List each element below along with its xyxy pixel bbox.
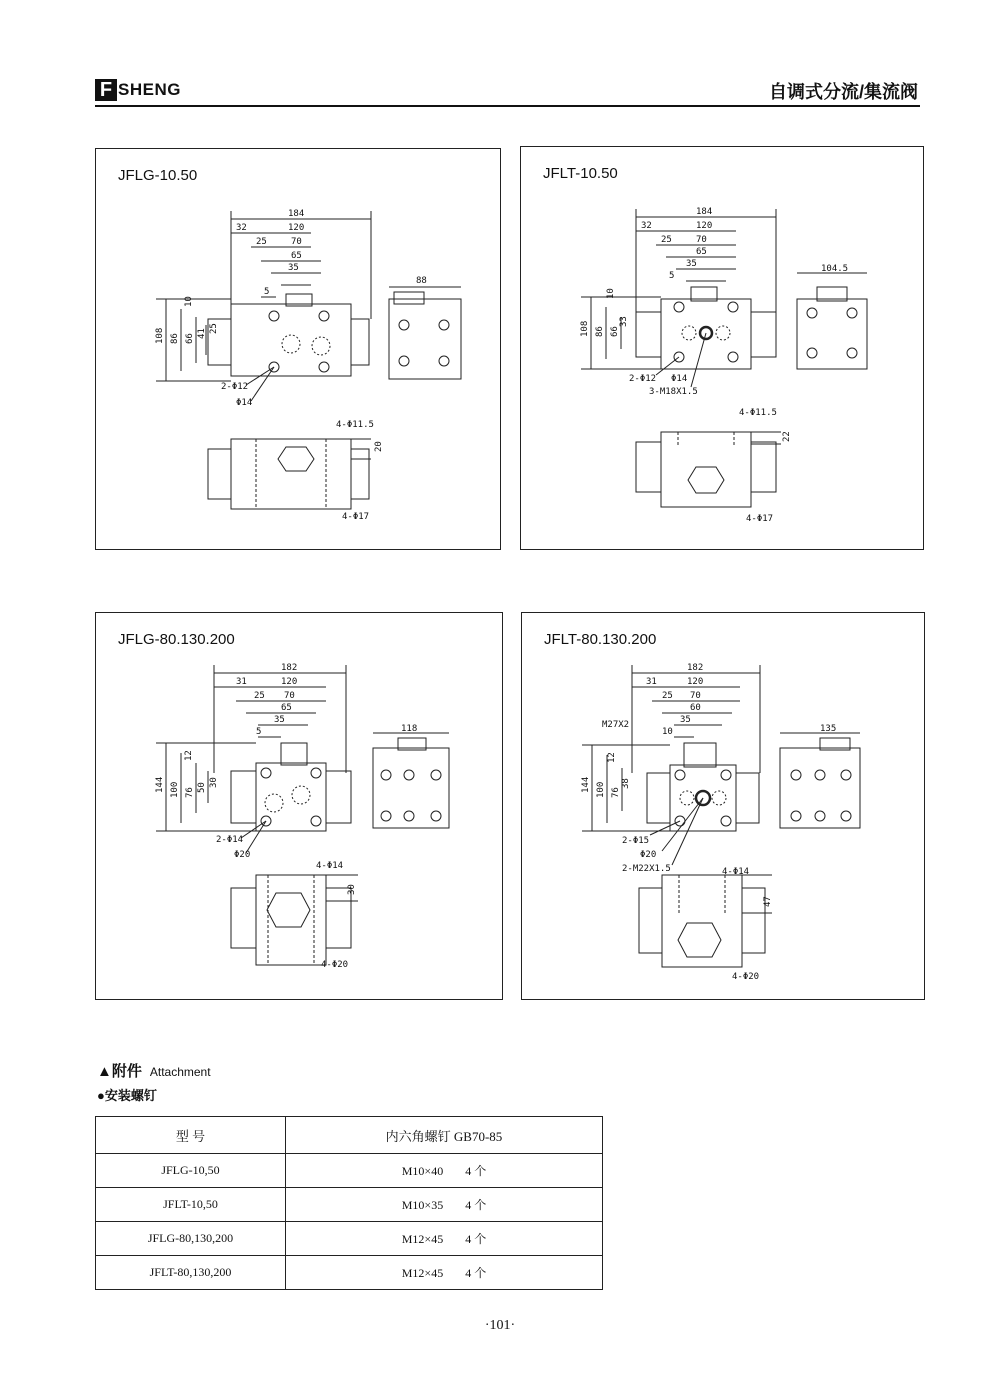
dimension-label: 25 bbox=[256, 237, 267, 247]
screw-size: M10×40 bbox=[401, 1164, 444, 1178]
attachment-heading-en: Attachment bbox=[149, 1065, 211, 1079]
logo-text: SHENG bbox=[118, 80, 181, 99]
dimension-label: 65 bbox=[291, 251, 302, 261]
dimension-label: 4-Φ14 bbox=[316, 861, 344, 871]
panel-title: JFLG-10.50 bbox=[118, 167, 198, 184]
dimension-label: Φ20 bbox=[640, 850, 657, 860]
technical-drawing bbox=[521, 147, 923, 549]
drawing-panel-jflg-80-130-200 bbox=[95, 612, 503, 1000]
technical-drawing bbox=[96, 149, 500, 549]
screw-spec-table bbox=[95, 1116, 603, 1290]
dimension-label: M27X2 bbox=[602, 720, 630, 730]
screw-count: 4 个 bbox=[465, 1164, 487, 1178]
dimension-label: 35 bbox=[680, 715, 691, 725]
dimension-label: 10 bbox=[184, 296, 194, 307]
dimension-label: 65 bbox=[696, 247, 707, 257]
attachment-subheading: ●安装螺钉 bbox=[97, 1088, 157, 1103]
dimension-label: 66 bbox=[185, 333, 195, 344]
dimension-label: 25 bbox=[254, 691, 265, 701]
screw-cell bbox=[286, 1222, 603, 1256]
dimension-label: 144 bbox=[581, 776, 591, 793]
dimension-label: 86 bbox=[170, 333, 180, 344]
brand-logo bbox=[95, 78, 181, 102]
dimension-label: 38 bbox=[621, 778, 631, 789]
dimension-label: 47 bbox=[763, 896, 773, 907]
dimension-label: 35 bbox=[686, 259, 697, 269]
dimension-label: 4-Φ17 bbox=[342, 512, 370, 522]
dimension-label: 22 bbox=[782, 431, 792, 442]
screw-cell bbox=[286, 1188, 603, 1222]
dimension-label: 20 bbox=[374, 441, 384, 452]
dimension-label: 12 bbox=[607, 752, 617, 763]
dimension-label: 184 bbox=[288, 209, 305, 219]
dimension-label: 33 bbox=[619, 316, 629, 327]
dimension-label: Φ14 bbox=[671, 374, 688, 384]
dimension-label: 108 bbox=[580, 320, 590, 337]
dimension-label: 100 bbox=[596, 781, 606, 798]
dimension-label: 25 bbox=[661, 235, 672, 245]
dimension-label: 25 bbox=[662, 691, 673, 701]
attachment-heading bbox=[97, 1060, 211, 1081]
dimension-label: 100 bbox=[170, 781, 180, 798]
dimension-label: 5 bbox=[264, 287, 270, 297]
dimension-label: 2-Φ15 bbox=[622, 836, 650, 846]
dimension-label: Φ14 bbox=[236, 398, 253, 408]
table-row bbox=[96, 1188, 603, 1222]
page-header-title: 自调式分流/集流阀 bbox=[768, 82, 918, 102]
dimension-label: 182 bbox=[281, 663, 298, 673]
screw-cell bbox=[286, 1256, 603, 1290]
screw-count: 4 个 bbox=[465, 1266, 487, 1280]
dimension-label: 41 bbox=[197, 328, 207, 339]
dimension-label: 70 bbox=[696, 235, 707, 245]
screw-count: 4 个 bbox=[465, 1198, 487, 1212]
panel-title: JFLT-10.50 bbox=[543, 165, 618, 182]
dimension-label: 70 bbox=[291, 237, 302, 247]
dimension-label: 120 bbox=[288, 223, 305, 233]
dimension-label: 135 bbox=[820, 724, 837, 734]
page-number: ·101· bbox=[484, 1318, 516, 1333]
dimension-label: 76 bbox=[185, 787, 195, 798]
dimension-label: 60 bbox=[690, 703, 701, 713]
dimension-label: 10 bbox=[662, 727, 673, 737]
dimension-label: 5 bbox=[256, 727, 262, 737]
header-rule bbox=[95, 105, 920, 107]
attachment-heading-cn: ▲附件 bbox=[97, 1063, 142, 1080]
dimension-label: 50 bbox=[197, 782, 207, 793]
dimension-label: 4-Φ11.5 bbox=[336, 420, 374, 430]
screw-size: M12×45 bbox=[401, 1232, 444, 1246]
dimension-label: 120 bbox=[696, 221, 713, 231]
dimension-label: 31 bbox=[236, 677, 247, 687]
column-header-screw: 内六角螺钉 GB70-85 bbox=[286, 1117, 603, 1154]
dimension-label: 184 bbox=[696, 207, 713, 217]
dimension-label: 2-Φ12 bbox=[629, 374, 657, 384]
model-cell: JFLG-10,50 bbox=[96, 1154, 286, 1188]
dimension-label: 182 bbox=[687, 663, 704, 673]
dimension-label: 30 bbox=[347, 884, 357, 895]
screw-size: M10×35 bbox=[401, 1198, 444, 1212]
dimension-label: 2-Φ14 bbox=[216, 835, 244, 845]
table-row bbox=[96, 1222, 603, 1256]
dimension-label: 104.5 bbox=[821, 264, 849, 274]
drawing-panel-jflt-80-130-200 bbox=[521, 612, 925, 1000]
dimension-label: 32 bbox=[236, 223, 247, 233]
dimension-label: 2-M22X1.5 bbox=[622, 864, 671, 874]
model-cell: JFLG-80,130,200 bbox=[96, 1222, 286, 1256]
table-row bbox=[96, 1154, 603, 1188]
screw-size: M12×45 bbox=[401, 1266, 444, 1280]
dimension-label: 76 bbox=[611, 787, 621, 798]
dimension-label: 4-Φ20 bbox=[732, 972, 760, 982]
dimension-label: 144 bbox=[155, 776, 165, 793]
dimension-label: 30 bbox=[209, 777, 219, 788]
dimension-label: 10 bbox=[606, 288, 616, 299]
dimension-label: 25 bbox=[209, 323, 219, 334]
model-cell: JFLT-10,50 bbox=[96, 1188, 286, 1222]
dimension-label: 108 bbox=[155, 327, 165, 344]
dimension-label: 70 bbox=[284, 691, 295, 701]
dimension-label: 120 bbox=[687, 677, 704, 687]
screw-count: 4 个 bbox=[465, 1232, 487, 1246]
dimension-label: 70 bbox=[690, 691, 701, 701]
dimension-label: Φ20 bbox=[234, 850, 251, 860]
dimension-label: 88 bbox=[416, 276, 427, 286]
dimension-label: 120 bbox=[281, 677, 298, 687]
dimension-label: 66 bbox=[610, 326, 620, 337]
dimension-label: 4-Φ20 bbox=[321, 960, 349, 970]
model-cell: JFLT-80,130,200 bbox=[96, 1256, 286, 1290]
table-header-row bbox=[96, 1117, 603, 1154]
table-row bbox=[96, 1256, 603, 1290]
logo-mark: F bbox=[95, 79, 117, 101]
screw-cell bbox=[286, 1154, 603, 1188]
dimension-label: 4-Φ11.5 bbox=[739, 408, 777, 418]
dimension-label: 86 bbox=[595, 326, 605, 337]
technical-drawing bbox=[522, 613, 924, 999]
dimension-label: 4-Φ14 bbox=[722, 867, 750, 877]
panel-title: JFLT-80.130.200 bbox=[544, 631, 657, 648]
dimension-label: 35 bbox=[274, 715, 285, 725]
panel-title: JFLG-80.130.200 bbox=[118, 631, 235, 648]
dimension-label: 2-Φ12 bbox=[221, 382, 249, 392]
dimension-label: 12 bbox=[184, 750, 194, 761]
dimension-label: 31 bbox=[646, 677, 657, 687]
column-header-model: 型 号 bbox=[96, 1117, 286, 1154]
dimension-label: 4-Φ17 bbox=[746, 514, 774, 524]
dimension-label: 3-M18X1.5 bbox=[649, 387, 698, 397]
dimension-label: 5 bbox=[669, 271, 675, 281]
technical-drawing bbox=[96, 613, 502, 999]
dimension-label: 35 bbox=[288, 263, 299, 273]
dimension-label: 65 bbox=[281, 703, 292, 713]
drawing-panel-jflt-10-50 bbox=[520, 146, 924, 550]
drawing-panel-jflg-10-50 bbox=[95, 148, 501, 550]
dimension-label: 32 bbox=[641, 221, 652, 231]
dimension-label: 118 bbox=[401, 724, 418, 734]
